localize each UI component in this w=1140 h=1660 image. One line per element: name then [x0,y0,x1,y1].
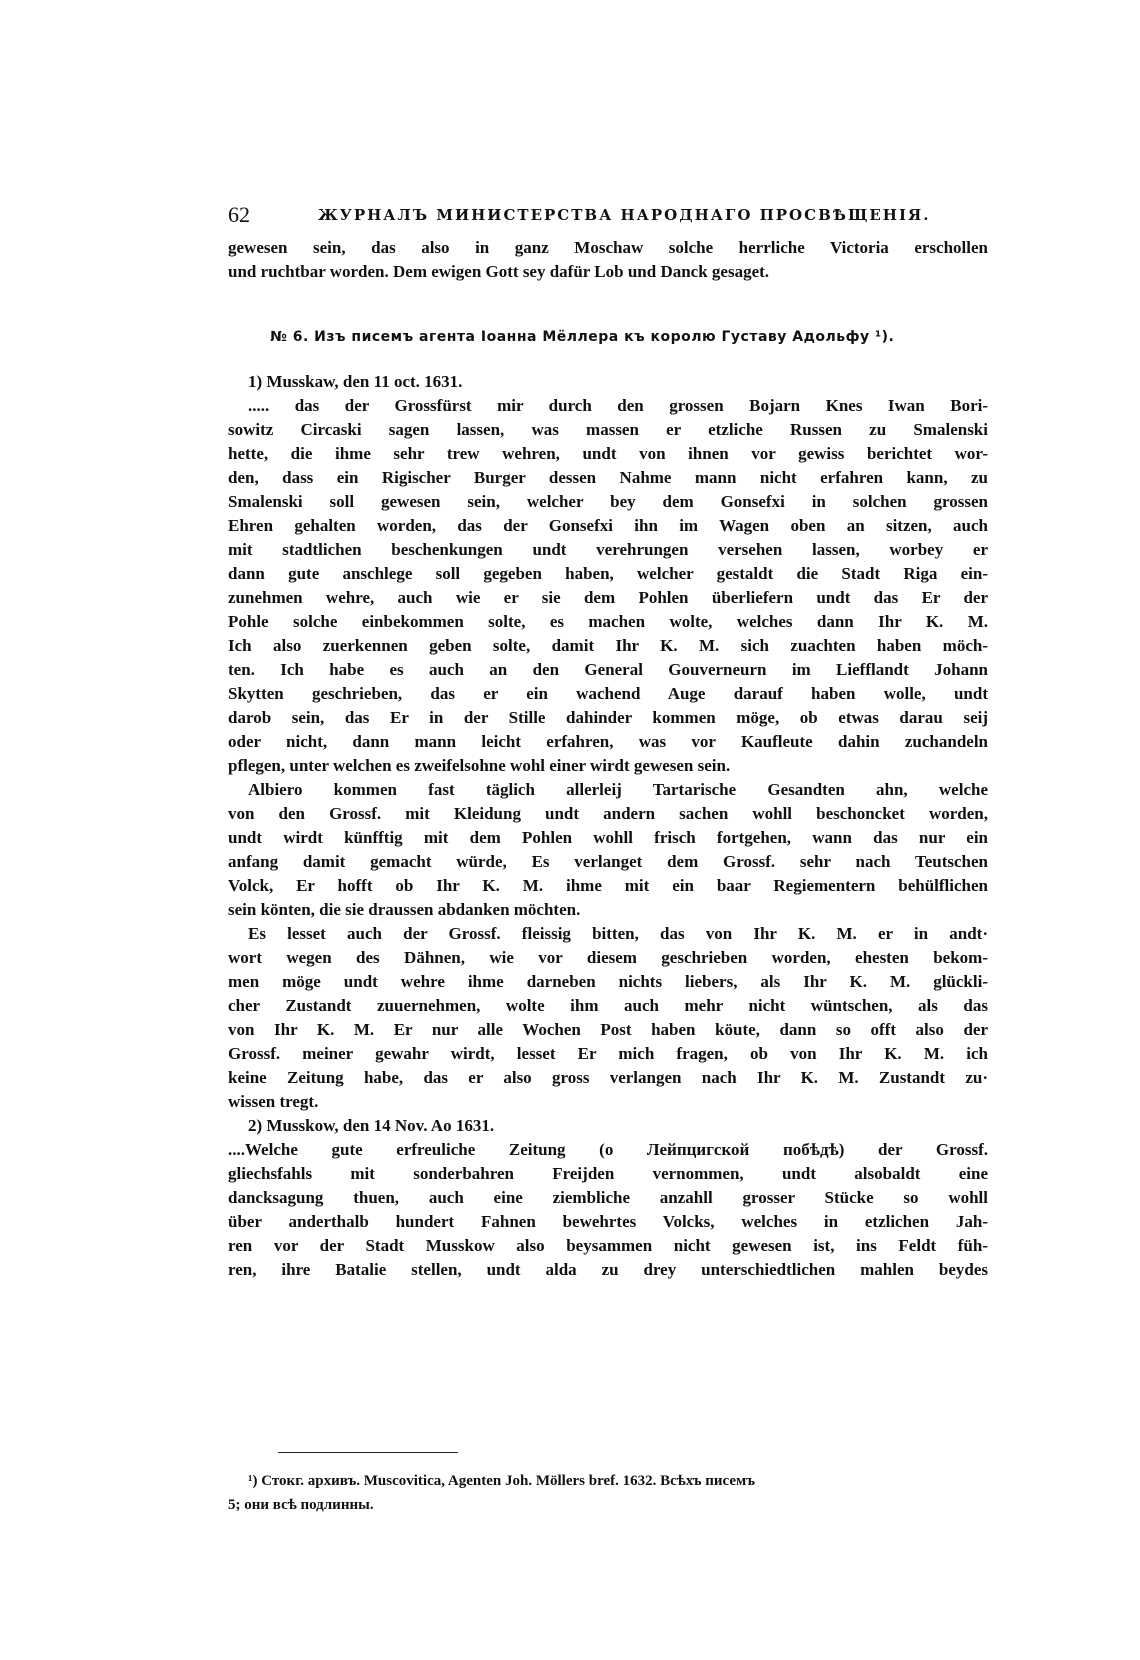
text-line: keine Zeitung habe, das er also gross verlangen nach Ihr K. M. Zustandt zu· [228,1068,988,1087]
text-line: oder nicht, dann mann leicht erfahren, was vor Kaufleute dahin zuchandeln [228,732,988,751]
text-line: anfang damit gemacht würde, Es verlanget dem Grossf. sehr nach Teutschen [228,852,988,871]
text-line: Smalenski soll gewesen sein, welcher bey dem Gonsefxi in solchen grossen [228,492,988,511]
text-line: dann gute anschlege soll gegeben haben, welcher gestaldt die Stadt Riga ein- [228,564,988,583]
page-header [228,202,988,234]
text-line: sowitz Circaski sagen lassen, was massen er etzliche Russen zu Smalenski [228,420,988,439]
text-line: ren vor der Stadt Musskow also beysammen nicht gewesen ist, ins Feldt füh- [228,1236,988,1255]
text-line: wissen tregt. [228,1092,319,1111]
text-line: Volck, Er hofft ob Ihr K. M. ihme mit ein baar Regiementern behülflichen [228,876,988,895]
footnote-line: 5; они всѣ подлинны. [228,1497,374,1513]
text-line: den, dass ein Rigischer Burger dessen Nahme mann nicht erfahren kann, zu [228,468,988,487]
text-line: men möge undt wehre ihme darneben nichts liebers, als Ihr K. M. glückli- [228,972,988,991]
text-line: Skytten geschrieben, das er ein wachend Auge darauf haben wolle, undt [228,684,988,703]
text-line: ten. Ich habe es auch an den General Gouverneurn im Liefflandt Johann [228,660,988,679]
text-line: dancksagung thuen, auch eine ziembliche anzahll grosser Stücke so wohll [228,1188,988,1207]
footnote-divider [278,1452,458,1453]
text-line: ....Welche gute erfreuliche Zeitung (о Лейпцигской побѣдѣ) der Grossf. [228,1140,988,1159]
text-line: gewesen sein, das also in ganz Moschaw solche herrliche Victoria erschollen [228,238,988,257]
text-line: mit stadtlichen beschenkungen undt verehrungen versehen lassen, worbey er [228,540,988,559]
text-line: Ich also zuerkennen geben solte, damit Ihr K. M. sich zuachten haben möch- [228,636,988,655]
text-line: ren, ihre Batalie stellen, undt alda zu drey unterschiedtlichen mahlen beydes [228,1260,988,1279]
text-line: undt wirdt künfftig mit dem Pohlen wohll frisch fortgehen, wann das nur ein [228,828,988,847]
text-line: wort wegen des Dähnen, wie vor diesem geschrieben worden, ehesten bekom- [228,948,988,967]
text-line: sein könten, die sie draussen abdanken möchten. [228,900,581,919]
text-line: zunehmen wehre, auch wie er sie dem Pohlen überliefern undt das Er der [228,588,988,607]
text-line: Es lesset auch der Grossf. fleissig bitten, das von Ihr K. M. er in andt· [248,924,988,943]
text-line: über anderthalb hundert Fahnen bewehrtes Volcks, welches in etzlichen Jah- [228,1212,988,1231]
text-line: und ruchtbar worden. Dem ewigen Gott sey dafür Lob und Danck gesaget. [228,262,770,281]
letter-date: 1) Musskaw, den 11 oct. 1631. [248,372,463,391]
text-line: Pohle solche einbekommen solte, es machen wolte, welches dann Ihr K. M. [228,612,988,631]
text-line: ..... das der Grossfürst mir durch den grossen Bojarn Knes Iwan Bori- [248,396,988,415]
page-number: 62 [228,202,250,227]
footnote-line: ¹) Стокг. архивъ. Muscovitica, Agenten Joh. Möllers bref. 1632. Всѣхъ писемъ [248,1473,755,1489]
text-line: darob sein, das Er in der Stille dahinder kommen möge, ob etwas darau seij [228,708,988,727]
text-line: von Ihr K. M. Er nur alle Wochen Post haben köute, dann so offt also der [228,1020,988,1039]
text-line: Albiero kommen fast täglich allerleij Tartarische Gesandten ahn, welche [248,780,988,799]
letter-date: 2) Musskow, den 14 Nov. Ao 1631. [248,1116,495,1135]
running-head: ЖУРНАЛЪ МИНИСТЕРСТВА НАРОДНАГО ПРОСВѢЩЕНІЯ. [318,206,931,224]
text-line: gliechsfahls mit sonderbahren Freijden vernommen, undt alsobaldt eine [228,1164,988,1183]
text-line: hette, die ihme sehr trew wehren, undt von ihnen vor gewiss berichtet wor- [228,444,988,463]
text-line: pflegen, unter welchen es zweifelsohne wohl einer wirdt gewesen sein. [228,756,731,775]
text-line: cher Zustandt zuuernehmen, wolte ihm auch mehr nicht wüntschen, als das [228,996,988,1015]
text-line: von den Grossf. mit Kleidung undt andern sachen wohll beschoncket worden, [228,804,988,823]
text-line: Grossf. meiner gewahr wirdt, lesset Er mich fragen, ob von Ihr K. M. ich [228,1044,988,1063]
text-line: Ehren gehalten worden, das der Gonsefxi ihn im Wagen oben an sitzen, auch [228,516,988,535]
section-heading: № 6. Изъ писемъ агента Іоанна Мёллера къ королю Густаву Адольфу ¹). [270,329,895,345]
